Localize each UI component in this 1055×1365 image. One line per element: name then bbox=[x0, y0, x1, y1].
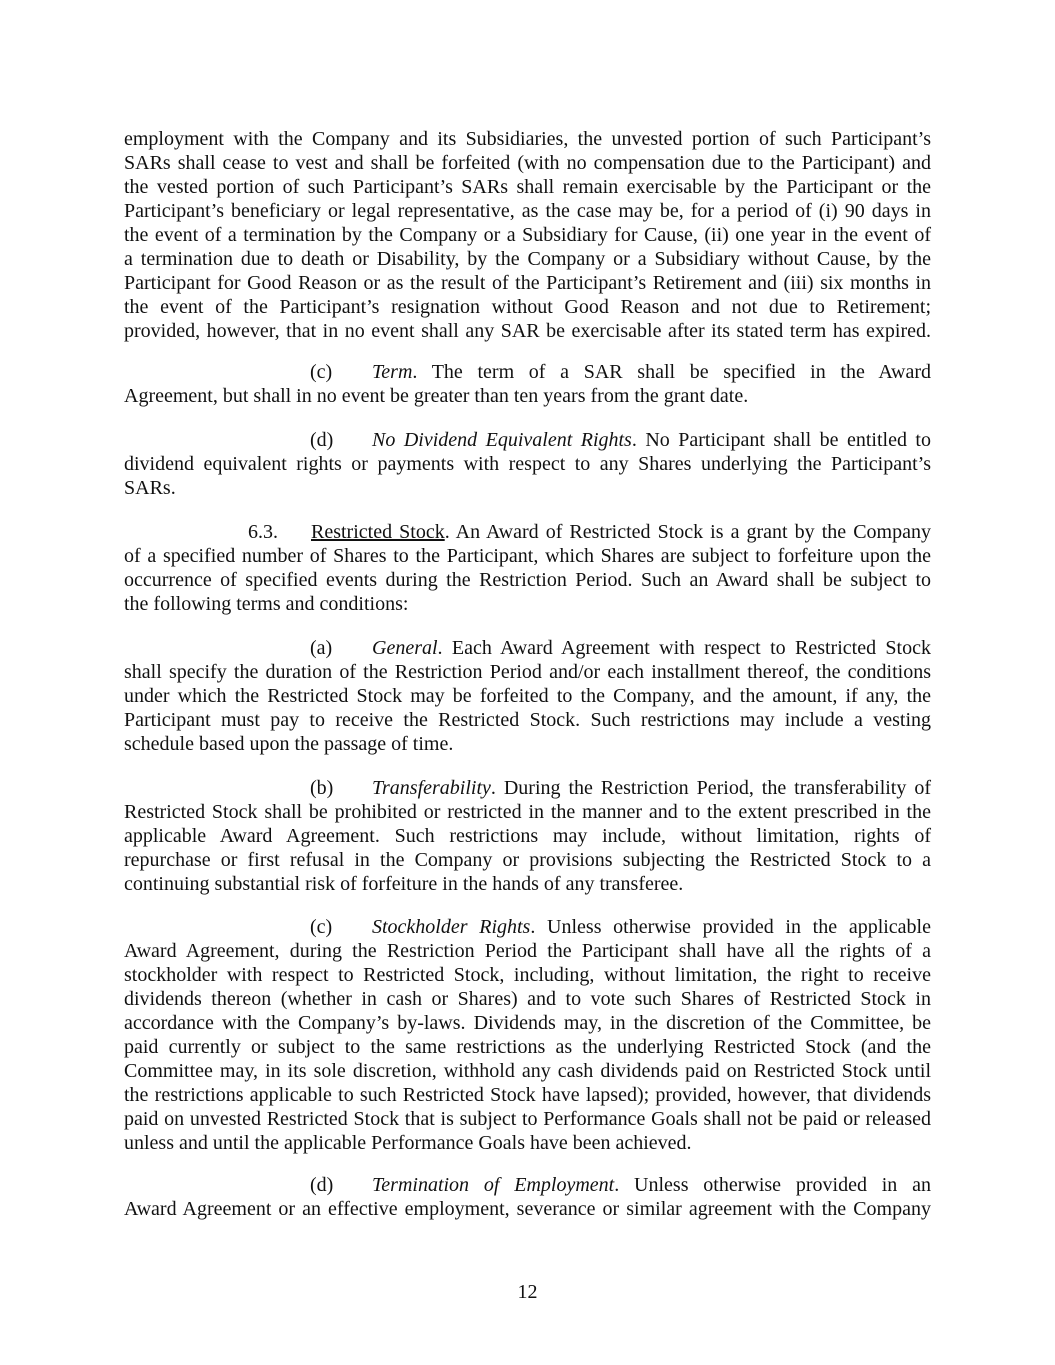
paragraph bbox=[124, 636, 931, 756]
paragraph-text: . Unless otherwise provided in the applicable bbox=[530, 916, 931, 938]
text-line: stockholder with respect to Restricted Stock, including, without limitation, the right to receive bbox=[124, 964, 931, 986]
text-line: Participant for Good Reason or as the result of the Participant’s Retirement and (iii) six months in bbox=[124, 272, 931, 294]
paragraph-text: . Unless otherwise provided in an bbox=[614, 1174, 931, 1196]
text-line: shall specify the duration of the Restriction Period and/or each installment thereof, the conditions bbox=[124, 661, 931, 683]
paragraph bbox=[124, 1173, 931, 1221]
paragraph-label: (a) bbox=[310, 637, 333, 659]
text-line: unless and until the applicable Performance Goals have been achieved. bbox=[124, 1132, 692, 1154]
text-line: Committee may, in its sole discretion, withhold any cash dividends paid on Restricted Stock until bbox=[124, 1060, 931, 1082]
text-line: paid currently or subject to the same restrictions as the underlying Restricted Stock (and the bbox=[124, 1036, 931, 1058]
text-line: paid on unvested Restricted Stock that is subject to Performance Goals shall not be paid or released bbox=[124, 1108, 931, 1130]
text-line: dividend equivalent rights or payments with respect to any Shares underlying the Participant’s bbox=[124, 453, 931, 475]
text-line: the restrictions applicable to such Restricted Stock have lapsed); provided, however, that dividends bbox=[124, 1084, 931, 1106]
paragraph-text: . No Participant shall be entitled to bbox=[631, 429, 931, 451]
paragraph-heading: Transferability bbox=[372, 777, 491, 799]
text-line: Restricted Stock shall be prohibited or restricted in the manner and to the extent prescribed in the bbox=[124, 801, 931, 823]
paragraph-text: . The term of a SAR shall be specified in the Award bbox=[412, 361, 931, 383]
text-line: repurchase or first refusal in the Company or provisions subjecting the Restricted Stock to a bbox=[124, 849, 931, 871]
paragraph bbox=[124, 915, 931, 1155]
paragraph-label: (b) bbox=[310, 777, 334, 799]
paragraph-heading: Term bbox=[372, 361, 413, 383]
text-line: Award Agreement, during the Restriction Period the Participant shall have all the rights of a bbox=[124, 940, 931, 962]
text-line: Award Agreement or an effective employment, severance or similar agreement with the Company bbox=[124, 1198, 931, 1220]
text-line: under which the Restricted Stock may be forfeited to the Company, and the amount, if any, the bbox=[124, 685, 931, 707]
page-number: 12 bbox=[517, 1281, 538, 1303]
text-line: SARs shall cease to vest and shall be forfeited (with no compensation due to the Participant) and bbox=[124, 152, 931, 174]
text-line bbox=[124, 776, 931, 800]
paragraph bbox=[124, 520, 931, 616]
text-line: the event of a termination by the Company or a Subsidiary for Cause, (ii) one year in the event of bbox=[124, 224, 931, 246]
paragraph-heading: No Dividend Equivalent Rights bbox=[372, 429, 632, 451]
paragraph-heading: General bbox=[372, 637, 438, 659]
text-line bbox=[124, 636, 931, 660]
paragraph-label: 6.3. bbox=[248, 521, 278, 543]
text-line: employment with the Company and its Subsidiaries, the unvested portion of such Participant’s bbox=[124, 128, 931, 150]
paragraph-label: (d) bbox=[310, 1174, 334, 1196]
text-line bbox=[124, 915, 931, 939]
text-line: occurrence of specified events during the Restriction Period. Such an Award shall be subject to bbox=[124, 569, 931, 591]
text-line: continuing substantial risk of forfeiture in the hands of any transferee. bbox=[124, 873, 684, 895]
text-line: the event of the Participant’s resignation without Good Reason and not due to Retirement; bbox=[124, 296, 931, 318]
text-line: accordance with the Company’s by-laws. Dividends may, in the discretion of the Committee, be bbox=[124, 1012, 931, 1034]
paragraph-heading: Restricted Stock bbox=[311, 521, 445, 543]
paragraph-label: (d) bbox=[310, 429, 334, 451]
text-line: Agreement, but shall in no event be greater than ten years from the grant date. bbox=[124, 385, 749, 407]
paragraph-text: . Each Award Agreement with respect to Restricted Stock bbox=[437, 637, 931, 659]
text-line: schedule based upon the passage of time. bbox=[124, 733, 454, 755]
text-line: a termination due to death or Disability, by the Company or a Subsidiary without Cause, by the bbox=[124, 248, 931, 270]
text-line: SARs. bbox=[124, 477, 176, 499]
paragraph bbox=[124, 776, 931, 896]
text-line bbox=[124, 520, 931, 544]
paragraph-label: (c) bbox=[310, 361, 333, 383]
text-line bbox=[124, 1173, 931, 1197]
paragraph-label: (c) bbox=[310, 916, 333, 938]
text-line: dividends thereon (whether in cash or Shares) and to vote such Shares of Restricted Stock in bbox=[124, 988, 931, 1010]
paragraph-heading: Termination of Employment bbox=[372, 1174, 615, 1196]
paragraph-text: . During the Restriction Period, the transferability of bbox=[490, 777, 931, 799]
paragraph-text: . An Award of Restricted Stock is a grant by the Company bbox=[444, 521, 931, 543]
text-line: provided, however, that in no event shall any SAR be exercisable after its stated term has expired. bbox=[124, 320, 931, 342]
text-line bbox=[124, 360, 931, 384]
text-line bbox=[124, 428, 931, 452]
paragraph bbox=[124, 127, 931, 343]
text-line: Participant must pay to receive the Restricted Stock. Such restrictions may include a vesting bbox=[124, 709, 931, 731]
paragraph-heading: Stockholder Rights bbox=[372, 916, 531, 938]
text-line: of a specified number of Shares to the Participant, which Shares are subject to forfeiture upon the bbox=[124, 545, 931, 567]
text-line: the vested portion of such Participant’s SARs shall remain exercisable by the Participant or the bbox=[124, 176, 931, 198]
text-line: the following terms and conditions: bbox=[124, 593, 409, 615]
paragraph bbox=[124, 360, 931, 408]
text-line: applicable Award Agreement. Such restrictions may include, without limitation, rights of bbox=[124, 825, 931, 847]
text-line: Participant’s beneficiary or legal representative, as the case may be, for a period of (i) 90 days in bbox=[124, 200, 931, 222]
paragraph bbox=[124, 428, 931, 500]
